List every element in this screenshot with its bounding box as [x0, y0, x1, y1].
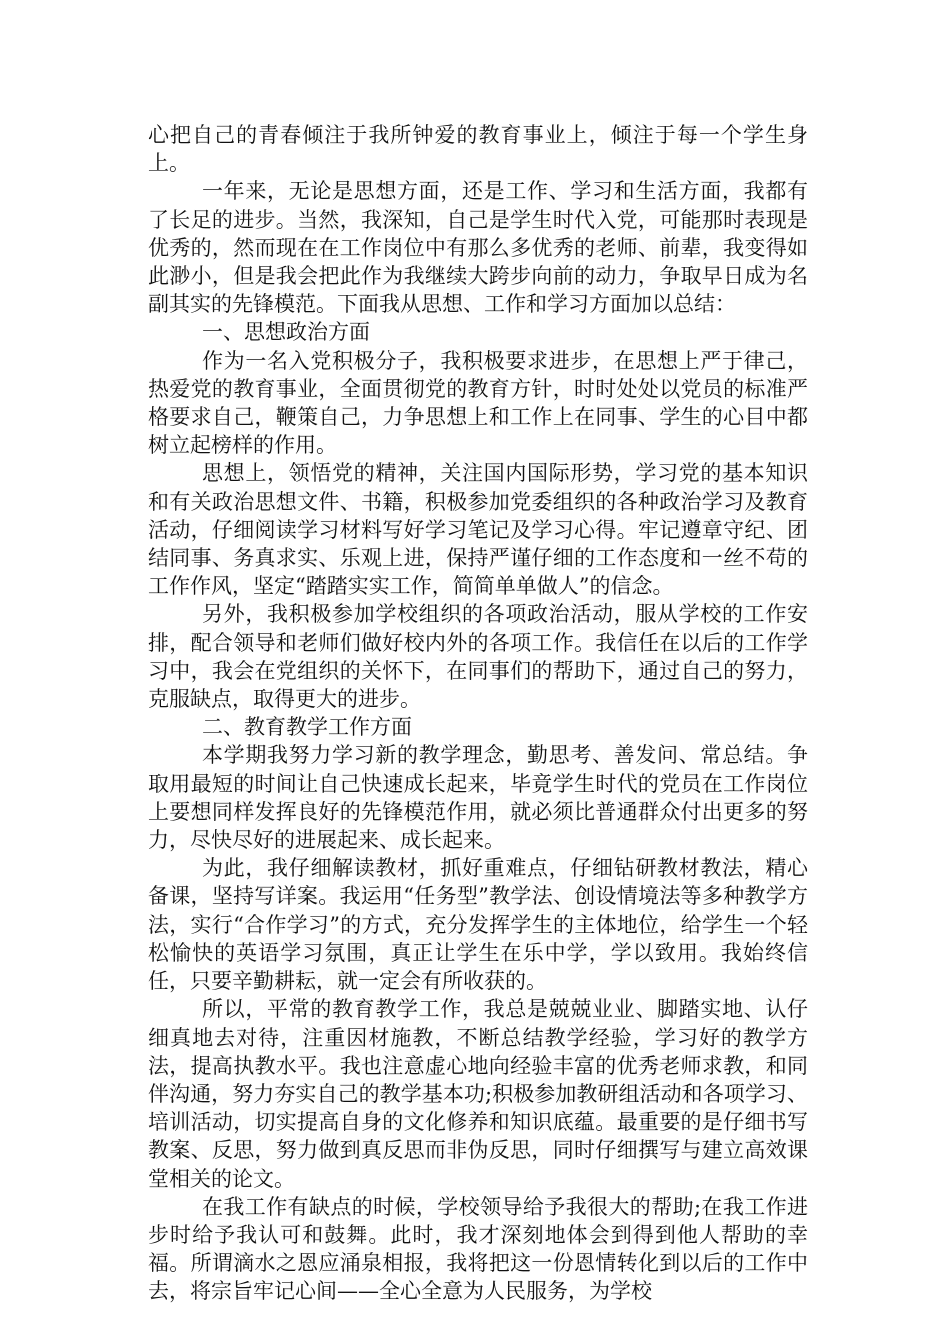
paragraph-political-1: 作为一名入党积极分子，我积极要求进步，在思想上严于律己，热爱党的教育事业，全面贯彻党的教育方针，时时处处以党员的标准严格要求自己，鞭策自己，力争思想上和工作上在同事、学生的心目中都树立起榜样的作用。: [148, 348, 808, 458]
paragraph-continuation: 心把自己的青春倾注于我所钟爱的教育事业上，倾注于每一个学生身上。: [148, 123, 808, 176]
paragraph-gratitude: 在我工作有缺点的时候，学校领导给予我很大的帮助;在我工作进步时给予我认可和鼓舞。此时，我才深刻地体会到得到他人帮助的幸福。所谓滴水之恩应涌泉相报，我将把这一份恩情转化到以后的工作中去，将宗旨牢记心间——全心全意为人民服务，为学校: [148, 1194, 808, 1304]
paragraph-teaching-1: 本学期我努力学习新的教学理念，勤思考、善发问、常总结。争取用最短的时间让自己快速成长起来，毕竟学生时代的党员在工作岗位上要想同样发挥良好的先锋模范作用，就必须比普通群众付出更多的努力，尽快尽好的进展起来、成长起来。: [148, 743, 808, 853]
paragraph-teaching-2: 为此，我仔细解读教材，抓好重难点，仔细钻研教材教法，精心备课，坚持写详案。我运用“任务型”教学法、创设情境法等多种教学方法，实行“合作学习”的方式，充分发挥学生的主体地位，给学生一个轻松愉快的英语学习氛围，真正让学生在乐中学，学以致用。我始终信任，只要辛勤耕耘，就一定会有所收获的。: [148, 856, 808, 994]
paragraph-intro: 一年来，无论是思想方面，还是工作、学习和生活方面，我都有了长足的进步。当然，我深知，自己是学生时代入党，可能那时表现是优秀的，然而现在在工作岗位中有那么多优秀的老师、前辈，我变得如此渺小，但是我会把此作为我继续大跨步向前的动力，争取早日成为名副其实的先锋模范。下面我从思想、工作和学习方面加以总结：: [148, 179, 808, 317]
section-heading-political: 一、思想政治方面: [202, 320, 370, 345]
paragraph-political-2: 思想上，领悟党的精神，关注国内国际形势，学习党的基本知识和有关政治思想文件、书籍，积极参加党委组织的各种政治学习及教育活动，仔细阅读学习材料写好学习笔记及学习心得。牢记遵章守纪、团结同事、务真求实、乐观上进，保持严谨仔细的工作态度和一丝不苟的工作作风，坚定“踏踏实实工作，简简单单做人”的信念。: [148, 461, 808, 599]
section-heading-teaching: 二、教育教学工作方面: [202, 715, 412, 740]
paragraph-teaching-3: 所以，平常的教育教学工作，我总是兢兢业业、脚踏实地、认仔细真地去对待，注重因材施教，不断总结教学经验，学习好的教学方法，提高执教水平。我也注意虚心地向经验丰富的优秀老师求教，和同伴沟通，努力夯实自己的教学基本功;积极参加教研组活动和各项学习、培训活动，切实提高自身的文化修养和知识底蕴。最重要的是仔细书写教案、反思，努力做到真反思而非伪反思，同时仔细撰写与建立高效课堂相关的论文。: [148, 997, 808, 1191]
document-body: [148, 121, 808, 1306]
paragraph-political-3: 另外，我积极参加学校组织的各项政治活动，服从学校的工作安排，配合领导和老师们做好校内外的各项工作。我信任在以后的工作学习中，我会在党组织的关怀下，在同事们的帮助下，通过自己的努力，克服缺点，取得更大的进步。: [148, 602, 808, 712]
